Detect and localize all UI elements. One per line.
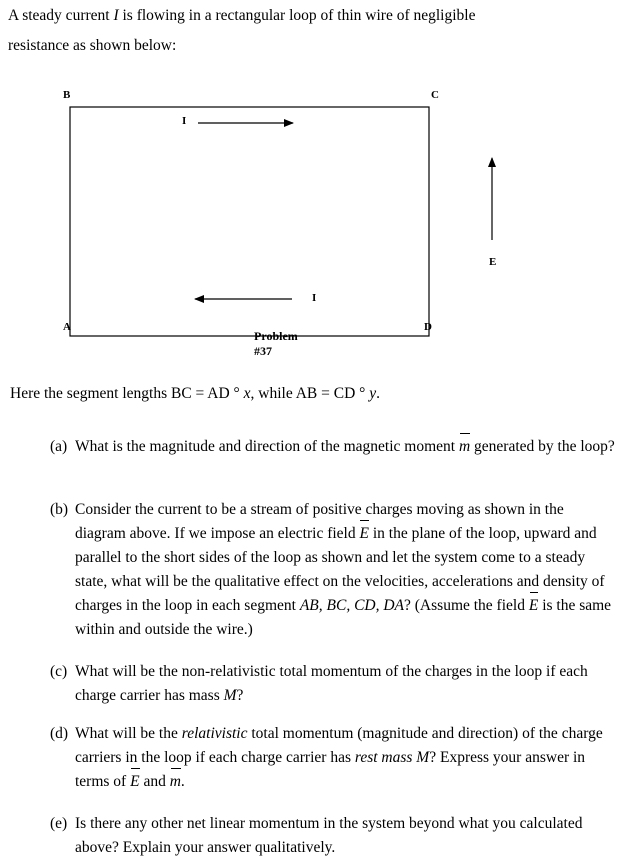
question-d-label: (d) — [50, 725, 69, 742]
corner-label-b: B — [63, 89, 71, 101]
corner-label-c: C — [431, 89, 439, 101]
intro-line-1: A steady current I is flowing in a rectangular loop of thin wire of negligible — [8, 7, 476, 24]
wire-loop — [70, 107, 429, 336]
corner-label-a: A — [63, 321, 71, 333]
segment-lengths-text: Here the segment lengths BC = AD ° x, while AB = CD ° y. — [10, 385, 381, 402]
question-c-label: (c) — [50, 663, 68, 680]
current-label-bottom: I — [312, 292, 317, 304]
question-a-label: (a) — [50, 438, 68, 455]
field-label-e: E — [489, 256, 497, 268]
question-e-label: (e) — [50, 815, 68, 832]
question-e: (e) Is there any other net linear momentum in the system beyond what you calculated above? Explain your answer qualitatively. — [50, 812, 615, 860]
question-b: (b) Consider the current to be a stream of positive charges moving as shown in the diagram above. If we impose an electric field E in the plane of the loop, upward and parallel to the short sides of the loop as shown and let the system come to a steady state, what will be the qualitative effect on the velocities, accelerations and density of charges in the loop in each segment AB, BC, CD, DA? (Assume the field E is the same within and outside the wire.) — [50, 498, 615, 642]
question-b-label: (b) — [50, 501, 69, 518]
diagram-caption: Problem #37 — [254, 329, 298, 358]
question-c: (c) What will be the non-relativistic total momentum of the charges in the loop if each charge carrier has mass M? — [50, 660, 615, 708]
current-label-top: I — [182, 115, 187, 127]
question-d: (d) What will be the relativistic total momentum (magnitude and direction) of the charge carriers in the loop if each charge carrier has rest mass M? Express your answer in terms of E and m. — [50, 722, 615, 794]
question-a: (a) What is the magnitude and direction of the magnetic moment m generated by the loop? — [50, 435, 615, 459]
intro-line-2: resistance as shown below: — [8, 37, 177, 54]
corner-label-d: D — [424, 321, 432, 333]
loop-diagram-svg — [0, 80, 643, 360]
